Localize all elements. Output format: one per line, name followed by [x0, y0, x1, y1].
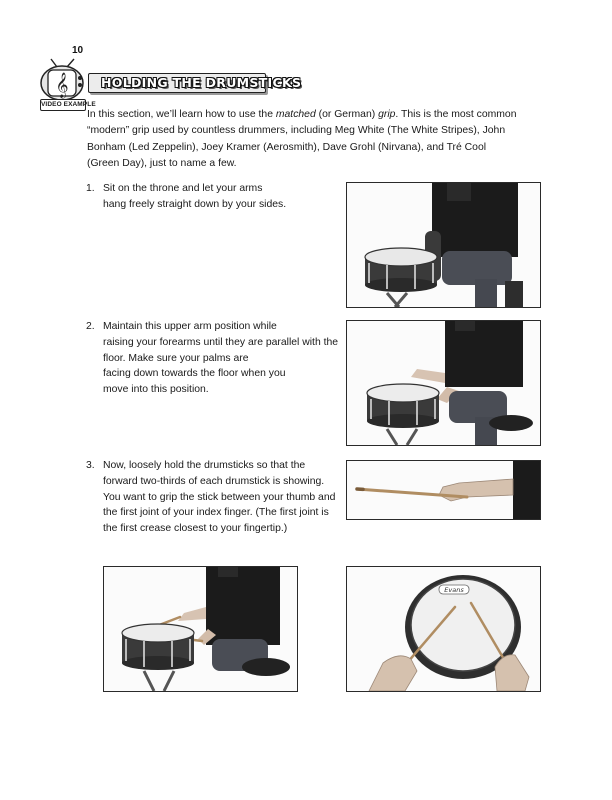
section-title-bar [88, 73, 302, 93]
step-1 [86, 181, 342, 213]
step-line: the first crease closest to your fingertip.) [103, 523, 288, 535]
step-line: You want to grip the stick between your thumb and [103, 491, 336, 503]
step-line: floor. Make sure your palms are [103, 352, 249, 364]
step-line: Sit on the throne and let your arms [103, 183, 263, 194]
drumhead-logo: Evans [444, 586, 464, 594]
intro-emphasis-grip: grip [378, 109, 396, 120]
step-3 [86, 458, 342, 537]
svg-text:𝄞: 𝄞 [55, 73, 69, 98]
section-title: HOLDING THE DRUMSTICKS [101, 75, 302, 90]
tv-treble-clef-icon [40, 58, 88, 102]
intro-text-1: In this section, we’ll learn how to use the [87, 109, 276, 120]
step-line: Now, loosely hold the drumsticks so that the [103, 460, 306, 471]
step-number: 2. [86, 321, 95, 332]
photo-playing-position [103, 566, 298, 692]
step-line: hang freely straight down by your sides. [103, 198, 287, 210]
photo-overhead-sticks [346, 566, 541, 692]
step-line: forward two-thirds of each drumstick is showing. [103, 475, 325, 487]
intro-text-2: (or German) [315, 109, 379, 120]
step-line: raising your forearms until they are parallel with the [103, 336, 339, 348]
photo-stick-grip [346, 460, 541, 520]
step-number: 1. [86, 183, 95, 194]
step-line: move into this position. [103, 384, 209, 396]
intro-text-3: . This is the most common “modern” grip used by countless drummers, including Meg White (The White Stripes), John Bonham (Led Zeppelin), Joey Kramer (Aerosmith), Dave Grohl (Nirvana), and Tré Cool (Green Day), just to name a few. [87, 109, 517, 169]
step-number: 3. [86, 460, 95, 471]
video-example-label: VIDEO EXAMPLE [40, 99, 86, 111]
step-line: facing down towards the floor when you [103, 368, 286, 380]
page-number: 10 [72, 45, 84, 56]
photo-forearms-parallel [346, 320, 541, 446]
step-line: Maintain this upper arm position while [103, 321, 277, 332]
step-2 [86, 319, 342, 398]
intro-emphasis-matched: matched [275, 109, 316, 120]
photo-arms-hanging [346, 182, 541, 308]
step-line: the first joint of your index finger. (The first joint is [103, 507, 329, 519]
intro-paragraph [87, 107, 517, 172]
